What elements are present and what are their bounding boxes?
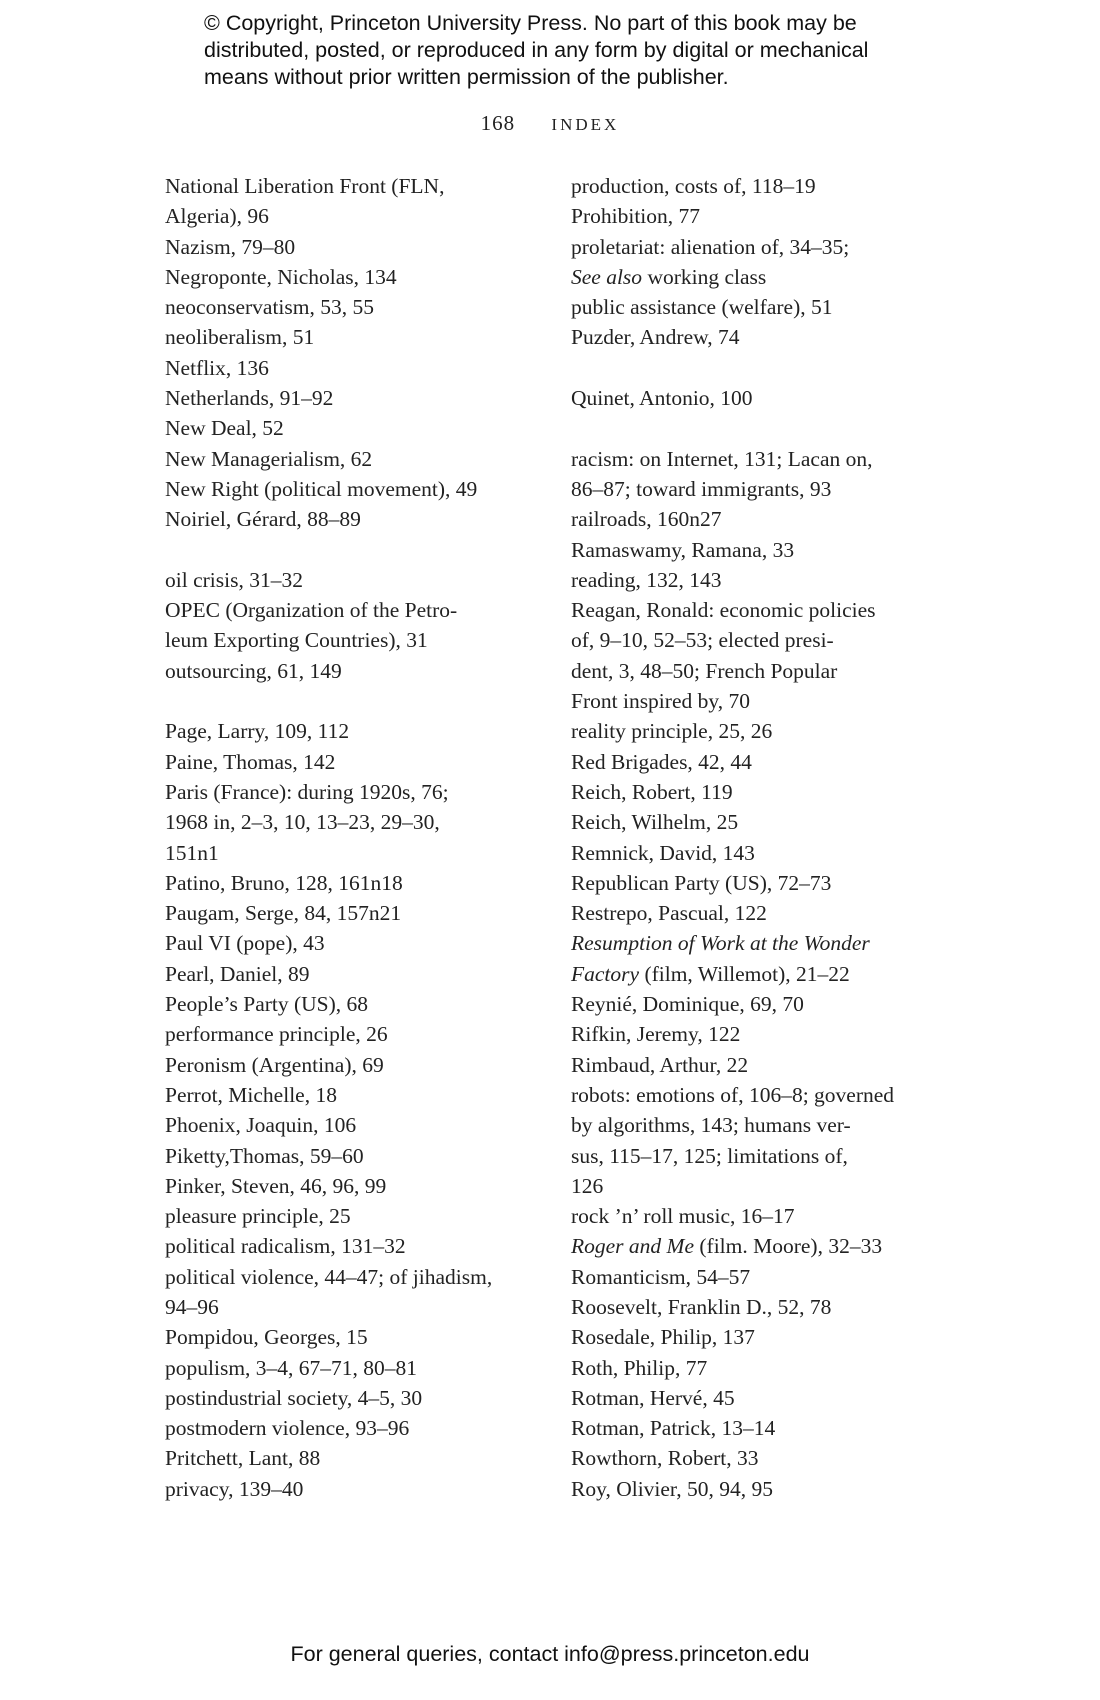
index-entry [165,1262,555,1323]
entry-line: dent, 3, 48–50; French Popular [571,658,838,683]
index-entry: public assistance (welfare), 51 [571,295,833,320]
index-entry: Roth, Philip, 77 [571,1355,708,1380]
entry-line: Paris (France): during 1920s, 76; [165,779,449,804]
entry-line: Algeria), 96 [165,204,269,229]
index-entry: privacy, 139–40 [165,1476,304,1501]
index-entry: Reynié, Dominique, 69, 70 [571,992,804,1017]
index-column-right [571,171,971,1504]
index-entry: Phoenix, Joaquin, 106 [165,1113,357,1138]
index-entry: People’s Party (US), 68 [165,992,369,1017]
entry-line: Front inspired by, 70 [571,689,750,714]
index-entry: Noiriel, Gérard, 88–89 [165,507,361,532]
copyright-line: distributed, posted, or reproduced in any form by digital or mechanical [204,38,869,62]
letter-group-gap [571,353,971,383]
index-entry: Quinet, Antonio, 100 [571,386,753,411]
index-entry: Peronism (Argentina), 69 [165,1052,384,1077]
index-entry: Rotman, Patrick, 13–14 [571,1416,776,1441]
index-entry: Romanticism, 54–57 [571,1264,751,1289]
copyright-line: © Copyright, Princeton University Press. No part of this book may be [204,11,857,35]
work-title: Factory [571,961,640,986]
copyright-notice [204,10,964,91]
index-entry: Rimbaud, Arthur, 22 [571,1052,749,1077]
work-title: Roger and Me [571,1234,694,1259]
index-entry: reality principle, 25, 26 [571,719,773,744]
index-entry: pleasure principle, 25 [165,1204,351,1229]
index-entry: Pearl, Daniel, 89 [165,961,310,986]
index-entry: Perrot, Michelle, 18 [165,1082,337,1107]
index-entry [571,928,971,989]
index-entry [165,171,555,232]
index-entry: Republican Party (US), 72–73 [571,870,832,895]
index-entry: neoconservatism, 53, 55 [165,295,374,320]
entry-line: OPEC (Organization of the Petro- [165,598,458,623]
index-entry: Paul VI (pope), 43 [165,931,325,956]
index-entry: New Deal, 52 [165,416,284,441]
index-entry: populism, 3–4, 67–71, 80–81 [165,1355,418,1380]
index-entry [571,232,971,293]
index-entry: Negroponte, Nicholas, 134 [165,264,397,289]
entry-line: by algorithms, 143; humans ver- [571,1113,851,1138]
index-entry: Paine, Thomas, 142 [165,749,336,774]
index-entry: Puzder, Andrew, 74 [571,325,740,350]
index-entry [571,595,971,716]
entry-line: 94–96 [165,1294,219,1319]
entry-line: of, 9–10, 52–53; elected presi- [571,628,834,653]
entry-line: 151n1 [165,840,219,865]
entry-line: 86–87; toward immigrants, 93 [571,476,832,501]
index-entry: Red Brigades, 42, 44 [571,749,752,774]
index-entry: political radicalism, 131–32 [165,1234,406,1259]
letter-group-gap [571,413,971,443]
entry-line [571,959,971,989]
entry-line: proletariat: alienation of, 34–35; [571,234,850,259]
letter-group-gap [165,686,555,716]
entry-line: racism: on Internet, 131; Lacan on, [571,446,873,471]
footer-contact: For general queries, contact info@press.princeton.edu [290,1642,810,1666]
index-column-left [165,171,555,1504]
index-entry: oil crisis, 31–32 [165,567,303,592]
entry-line: robots: emotions of, 106–8; governed [571,1082,895,1107]
index-entry: Page, Larry, 109, 112 [165,719,350,744]
see-also-target: working class [642,264,767,289]
index-entry: Pompidou, Georges, 15 [165,1325,368,1350]
index-entry: New Managerialism, 62 [165,446,373,471]
index-entry: Pinker, Steven, 46, 96, 99 [165,1173,387,1198]
index-entry: Pritchett, Lant, 88 [165,1446,321,1471]
letter-group-gap [165,535,555,565]
index-entry [571,1080,971,1201]
section-title: INDEX [551,115,620,134]
index-entry: Roy, Olivier, 50, 94, 95 [571,1476,773,1501]
entry-line: 1968 in, 2–3, 10, 13–23, 29–30, [165,810,440,835]
index-entry: Prohibition, 77 [571,204,701,229]
index-entry: Roosevelt, Franklin D., 52, 78 [571,1294,832,1319]
index-entry: performance principle, 26 [165,1022,388,1047]
index-entry: Rotman, Hervé, 45 [571,1385,735,1410]
index-entry: Rowthorn, Robert, 33 [571,1446,759,1471]
index-entry: Restrepo, Pascual, 122 [571,901,767,926]
index-entry: outsourcing, 61, 149 [165,658,342,683]
entry-line-rest: (film. Moore), 32–33 [694,1234,883,1259]
see-also-label: See also [571,264,643,289]
index-entry [165,595,555,656]
entry-line: National Liberation Front (FLN, [165,174,445,198]
page-number: 168 [480,111,516,135]
index-entry: Rifkin, Jeremy, 122 [571,1022,741,1047]
index-entry: neoliberalism, 51 [165,325,315,350]
index-entry: Reich, Robert, 119 [571,779,733,804]
index-entry: Netherlands, 91–92 [165,386,334,411]
index-entry: postindustrial society, 4–5, 30 [165,1385,423,1410]
index-entry: Rosedale, Philip, 137 [571,1325,755,1350]
index-entry: Ramaswamy, Ramana, 33 [571,537,795,562]
entry-line: political violence, 44–47; of jihadism, [165,1264,493,1289]
index-entry: Remnick, David, 143 [571,840,755,865]
index-entry [571,444,971,505]
index-entry: reading, 132, 143 [571,567,722,592]
index-entry [165,777,555,868]
index-entry: rock ’n’ roll music, 16–17 [571,1204,795,1229]
index-entry: Piketty,Thomas, 59–60 [165,1143,364,1168]
index-entry: Nazism, 79–80 [165,234,296,259]
entry-line: Reagan, Ronald: economic policies [571,598,876,623]
index-entry: railroads, 160n27 [571,507,722,532]
entry-line: leum Exporting Countries), 31 [165,628,428,653]
entry-line: 126 [571,1173,604,1198]
index-entry: New Right (political movement), 49 [165,476,478,501]
copyright-line: means without prior written permission of the publisher. [204,65,729,89]
running-head [0,108,1100,140]
index-entry [571,1231,971,1261]
index-entry: Paugam, Serge, 84, 157n21 [165,901,402,926]
entry-line: sus, 115–17, 125; limitations of, [571,1143,848,1168]
index-entry: postmodern violence, 93–96 [165,1416,410,1441]
index-entry: Netflix, 136 [165,355,269,380]
index-entry: Patino, Bruno, 128, 161n18 [165,870,403,895]
see-also-line [571,262,971,292]
work-title: Resumption of Work at the Wonder [571,931,870,956]
index-entry: Reich, Wilhelm, 25 [571,810,739,835]
entry-line-rest: (film, Willemot), 21–22 [639,961,850,986]
index-entry: production, costs of, 118–19 [571,174,816,198]
